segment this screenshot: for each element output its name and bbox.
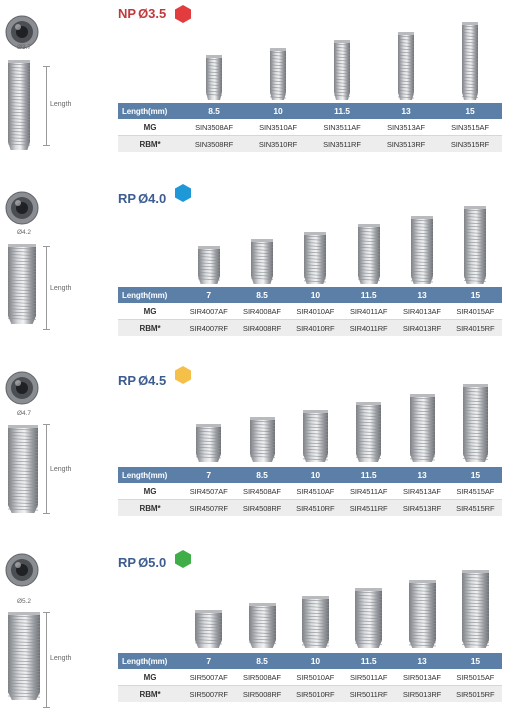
product-code: SIR4510RF [289, 500, 342, 517]
implant-side-view [8, 60, 42, 155]
platform-prefix: RP [118, 191, 137, 206]
implant-top-view [4, 552, 44, 592]
diameter-label: Ø5.2 [16, 598, 32, 605]
implant-image [409, 580, 436, 653]
product-code: SIN3510RF [246, 136, 310, 153]
length-value: 15 [438, 103, 502, 119]
surface-type-label: MG [118, 303, 182, 320]
implant-icon [303, 410, 328, 462]
implant-icon [410, 394, 435, 462]
product-code: SIN3515AF [438, 119, 502, 136]
implant-side-view-icon [8, 244, 36, 324]
length-label: Length [50, 285, 72, 292]
product-code: SIR4513AF [395, 483, 448, 500]
implant-image [358, 224, 380, 289]
implant-side-view [8, 612, 42, 705]
product-code: SIR4511AF [342, 483, 395, 500]
table-row [118, 320, 502, 337]
product-code: SIR4507RF [182, 500, 235, 517]
length-dimension-line [46, 66, 47, 146]
implant-top-view-icon [4, 190, 40, 226]
implant-image [463, 384, 488, 467]
surface-type-label: RBM* [118, 320, 182, 337]
product-code: SIR5011RF [342, 686, 395, 703]
length-dimension-line [46, 612, 47, 708]
implant-icon [462, 22, 478, 100]
length-value: 10 [289, 467, 342, 483]
implant-image [303, 410, 328, 467]
table-row [118, 119, 502, 136]
length-value: 15 [449, 653, 502, 669]
product-code: SIR4011AF [342, 303, 395, 320]
product-code: SIR4513RF [395, 500, 448, 517]
implant-icon [409, 580, 436, 648]
product-code: SIR4515RF [449, 500, 502, 517]
color-code-shape [173, 549, 193, 574]
length-value: 7 [182, 653, 235, 669]
product-code: SIN3513AF [374, 119, 438, 136]
implant-image [464, 206, 486, 289]
implant-image [355, 588, 382, 653]
table-row [118, 669, 502, 686]
diameter-label: Ø4.7 [16, 410, 32, 417]
implant-image [462, 22, 478, 105]
implant-icon [334, 40, 350, 100]
product-code: SIR5007RF [182, 686, 235, 703]
implant-icon [198, 246, 220, 284]
platform-prefix: RP [118, 555, 137, 570]
product-code: SIR5011AF [342, 669, 395, 686]
platform-prefix: RP [118, 373, 137, 388]
section-title [118, 555, 166, 570]
platform-diameter: Ø4.5 [138, 373, 167, 388]
implant-side-view-icon [8, 425, 38, 513]
length-value: 13 [395, 287, 448, 303]
product-code: SIR4511RF [342, 500, 395, 517]
blue-hexagon-icon [173, 183, 193, 203]
platform-diameter: Ø5.0 [138, 555, 167, 570]
product-code: SIR5015RF [449, 686, 502, 703]
product-code: SIR5010AF [289, 669, 342, 686]
product-code: SIR4013AF [395, 303, 448, 320]
section-title [118, 6, 166, 21]
implant-image [206, 55, 222, 105]
implant-image [334, 40, 350, 105]
platform-diameter: Ø3.5 [138, 6, 167, 21]
product-code: SIN3511AF [310, 119, 374, 136]
spec-table [118, 103, 502, 152]
implant-top-view-icon [4, 370, 40, 406]
product-code: SIR4510AF [289, 483, 342, 500]
length-value: 15 [449, 467, 502, 483]
implant-side-view [8, 244, 42, 329]
table-header-row [118, 287, 502, 303]
length-value: 11.5 [310, 103, 374, 119]
implant-icon [464, 206, 486, 284]
product-code: SIR4007RF [182, 320, 235, 337]
implant-icon [411, 216, 433, 284]
implant-side-view [8, 425, 42, 518]
color-code-shape [173, 365, 193, 390]
product-code: SIR5008RF [235, 686, 288, 703]
product-code: SIR4007AF [182, 303, 235, 320]
length-value: 13 [374, 103, 438, 119]
length-label: Length [50, 466, 72, 473]
implant-image [410, 394, 435, 467]
product-code: SIR5013AF [395, 669, 448, 686]
implant-icon [398, 32, 414, 100]
implant-icon [249, 603, 276, 648]
product-code: SIR4508AF [235, 483, 288, 500]
length-header: Length(mm) [118, 103, 182, 119]
surface-type-label: RBM* [118, 686, 182, 703]
product-code: SIR4008RF [235, 320, 288, 337]
implant-icon [270, 48, 286, 100]
product-code: SIR4015AF [449, 303, 502, 320]
implant-image [250, 417, 275, 467]
implant-icon [358, 224, 380, 284]
surface-type-label: MG [118, 669, 182, 686]
product-code: SIR4011RF [342, 320, 395, 337]
length-value: 10 [289, 653, 342, 669]
surface-type-label: RBM* [118, 500, 182, 517]
implant-image [304, 232, 326, 289]
platform-diameter: Ø4.0 [138, 191, 167, 206]
implant-icon [251, 239, 273, 284]
length-header: Length(mm) [118, 653, 182, 669]
implant-side-view-icon [8, 612, 40, 700]
product-code: SIN3513RF [374, 136, 438, 153]
product-code: SIR5010RF [289, 686, 342, 703]
implant-image [356, 402, 381, 467]
length-dimension-line [46, 246, 47, 330]
implant-icon [355, 588, 382, 648]
surface-type-label: RBM* [118, 136, 182, 153]
section-title [118, 373, 166, 388]
implant-image [398, 32, 414, 105]
surface-type-label: MG [118, 119, 182, 136]
implant-top-view [4, 190, 44, 230]
product-code: SIR5013RF [395, 686, 448, 703]
table-row [118, 500, 502, 517]
product-code: SIR5008AF [235, 669, 288, 686]
spec-table [118, 467, 502, 516]
implant-icon [206, 55, 222, 100]
length-value: 15 [449, 287, 502, 303]
color-code-shape [173, 4, 193, 29]
implant-image [462, 570, 489, 653]
length-value: 11.5 [342, 287, 395, 303]
length-value: 11.5 [342, 653, 395, 669]
length-value: 7 [182, 467, 235, 483]
length-value: 13 [395, 653, 448, 669]
implant-image [195, 610, 222, 653]
length-value: 7 [182, 287, 235, 303]
product-code: SIR4010AF [289, 303, 342, 320]
length-value: 8.5 [235, 287, 288, 303]
length-value: 10 [246, 103, 310, 119]
table-row [118, 303, 502, 320]
implant-icon [195, 610, 222, 648]
red-hexagon-icon [173, 4, 193, 24]
implant-top-view [4, 370, 44, 410]
section-title [118, 191, 166, 206]
implant-image [251, 239, 273, 289]
table-header-row [118, 467, 502, 483]
implant-image [198, 246, 220, 289]
product-code: SIR4010RF [289, 320, 342, 337]
implant-icon [356, 402, 381, 462]
implant-top-view-icon [4, 552, 40, 588]
implant-image [249, 603, 276, 653]
length-value: 13 [395, 467, 448, 483]
implant-image [411, 216, 433, 289]
product-code: SIR5007AF [182, 669, 235, 686]
table-row [118, 686, 502, 703]
length-value: 8.5 [235, 467, 288, 483]
implant-side-view-icon [8, 60, 30, 150]
length-value: 8.5 [182, 103, 246, 119]
product-code: SIR5015AF [449, 669, 502, 686]
product-code: SIN3515RF [438, 136, 502, 153]
spec-table [118, 653, 502, 702]
surface-type-label: MG [118, 483, 182, 500]
length-value: 10 [289, 287, 342, 303]
implant-image [302, 596, 329, 653]
table-header-row [118, 653, 502, 669]
length-header: Length(mm) [118, 287, 182, 303]
length-header: Length(mm) [118, 467, 182, 483]
spec-table [118, 287, 502, 336]
color-code-shape [173, 183, 193, 208]
green-hexagon-icon [173, 549, 193, 569]
length-label: Length [50, 101, 72, 108]
implant-icon [250, 417, 275, 462]
implant-icon [304, 232, 326, 284]
product-code: SIR4515AF [449, 483, 502, 500]
length-value: 8.5 [235, 653, 288, 669]
product-code: SIR4507AF [182, 483, 235, 500]
platform-prefix: NP [118, 6, 137, 21]
implant-icon [463, 384, 488, 462]
table-header-row [118, 103, 502, 119]
table-row [118, 483, 502, 500]
product-code: SIN3508RF [182, 136, 246, 153]
product-code: SIR4508RF [235, 500, 288, 517]
product-code: SIR4013RF [395, 320, 448, 337]
length-label: Length [50, 655, 72, 662]
product-code: SIN3510AF [246, 119, 310, 136]
length-value: 11.5 [342, 467, 395, 483]
implant-icon [462, 570, 489, 648]
product-code: SIN3511RF [310, 136, 374, 153]
product-code: SIN3508AF [182, 119, 246, 136]
yellow-hexagon-icon [173, 365, 193, 385]
table-row [118, 136, 502, 153]
diameter-label: Ø4.2 [16, 229, 32, 236]
implant-icon [302, 596, 329, 648]
implant-image [270, 48, 286, 105]
product-code: SIR4008AF [235, 303, 288, 320]
implant-icon [196, 424, 221, 462]
diameter-label: Ø3.7 [16, 44, 32, 51]
product-code: SIR4015RF [449, 320, 502, 337]
implant-image [196, 424, 221, 467]
length-dimension-line [46, 424, 47, 514]
